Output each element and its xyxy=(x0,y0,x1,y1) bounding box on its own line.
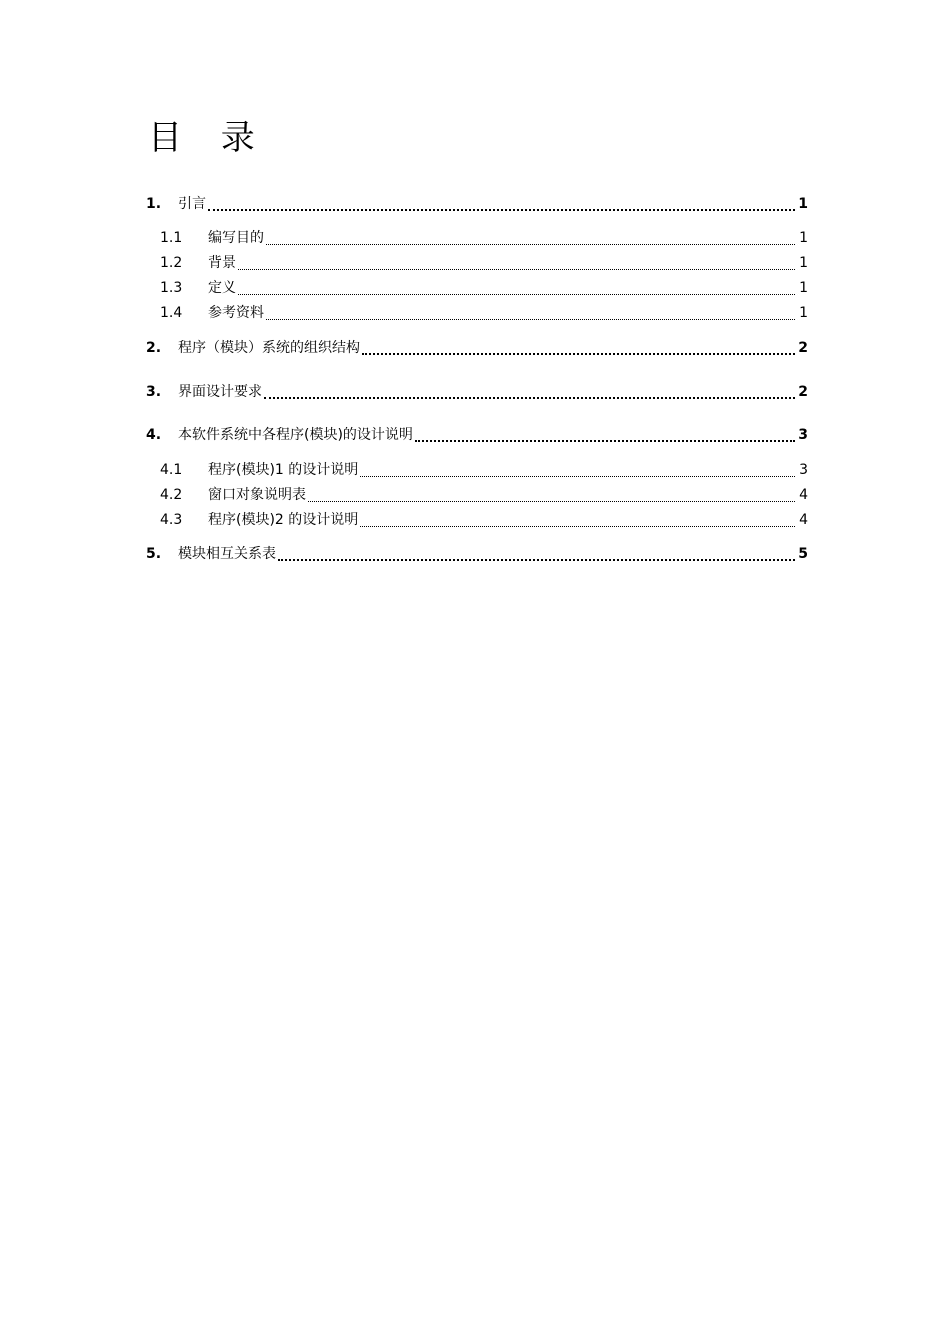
toc-entry-2[interactable] xyxy=(146,337,808,357)
toc-entry-number: 5. xyxy=(146,546,162,562)
toc-entry-5[interactable] xyxy=(146,543,808,563)
toc-entry-label: 参考资料 xyxy=(208,305,264,321)
toc-entry-number: 4.2 xyxy=(160,487,183,503)
dot-leader xyxy=(208,193,795,211)
toc-entry-page: 1 xyxy=(799,305,808,321)
toc-entry-page: 1 xyxy=(799,280,808,296)
toc-entry-number: 1.2 xyxy=(160,255,183,271)
toc-entry-1-3[interactable] xyxy=(160,277,808,297)
toc-entry-label: 本软件系统中各程序(模块)的设计说明 xyxy=(178,427,413,443)
toc-entry-1[interactable] xyxy=(146,193,808,213)
dot-leader xyxy=(415,424,795,442)
toc-entry-page: 1 xyxy=(799,230,808,246)
toc-entry-label: 界面设计要求 xyxy=(178,384,262,400)
toc-entry-page: 4 xyxy=(799,487,808,503)
toc-entry-number: 4.1 xyxy=(160,462,183,478)
toc-entry-number: 1.1 xyxy=(160,230,183,246)
toc-entry-label: 定义 xyxy=(208,280,236,296)
dot-leader xyxy=(238,278,795,295)
toc-entry-label: 窗口对象说明表 xyxy=(208,487,306,503)
toc-entry-number: 1.3 xyxy=(160,280,183,296)
toc-entry-1-2[interactable] xyxy=(160,252,808,272)
toc-entry-page: 1 xyxy=(798,196,808,212)
toc-entry-number: 1.4 xyxy=(160,305,183,321)
toc-entry-3[interactable] xyxy=(146,381,808,401)
toc-title: 目 录 xyxy=(148,118,269,158)
toc-entry-label: 程序（模块）系统的组织结构 xyxy=(178,340,360,356)
dot-leader xyxy=(360,460,795,477)
dot-leader xyxy=(308,485,795,502)
dot-leader xyxy=(266,228,795,245)
toc-entry-page: 5 xyxy=(798,546,808,562)
toc-entry-page: 4 xyxy=(799,512,808,528)
toc-entry-page: 1 xyxy=(799,255,808,271)
dot-leader xyxy=(266,303,795,320)
toc-entry-page: 2 xyxy=(798,384,808,400)
toc-entry-label: 模块相互关系表 xyxy=(178,546,276,562)
toc-entry-label: 程序(模块)1 的设计说明 xyxy=(208,462,359,478)
toc-entry-4-3[interactable] xyxy=(160,509,808,529)
toc-entry-page: 3 xyxy=(799,462,808,478)
dot-leader xyxy=(264,381,795,399)
toc-entry-page: 3 xyxy=(798,427,808,443)
toc-entry-4[interactable] xyxy=(146,424,808,444)
toc-entry-number: 4.3 xyxy=(160,512,183,528)
toc-entry-number: 4. xyxy=(146,427,162,443)
dot-leader xyxy=(278,543,795,561)
dot-leader xyxy=(238,253,795,270)
toc-entry-page: 2 xyxy=(798,340,808,356)
toc-entry-number: 3. xyxy=(146,384,162,400)
toc-entry-label: 背景 xyxy=(208,255,236,271)
toc-entry-number: 2. xyxy=(146,340,162,356)
toc-entry-4-2[interactable] xyxy=(160,484,808,504)
toc-entry-4-1[interactable] xyxy=(160,459,808,479)
toc-entry-label: 程序(模块)2 的设计说明 xyxy=(208,512,359,528)
toc-entry-number: 1. xyxy=(146,196,162,212)
toc-entry-label: 编写目的 xyxy=(208,230,264,246)
toc-entry-1-1[interactable] xyxy=(160,227,808,247)
toc-entry-1-4[interactable] xyxy=(160,302,808,322)
dot-leader xyxy=(360,510,795,527)
dot-leader xyxy=(362,337,795,355)
toc-entry-label: 引言 xyxy=(178,196,206,212)
